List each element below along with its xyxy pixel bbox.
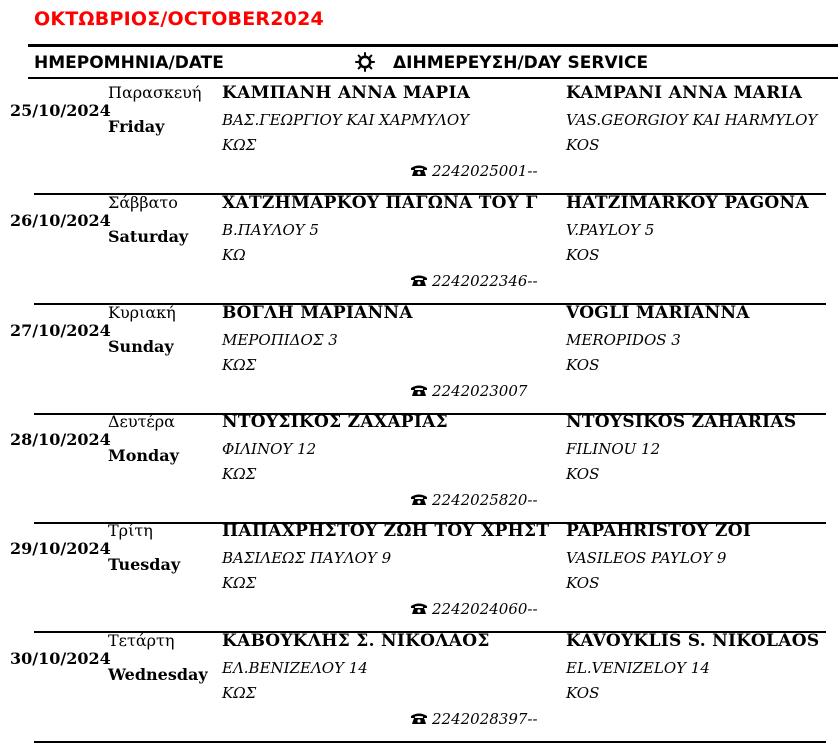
entry-day-greek: Δευτέρα [108, 412, 175, 431]
telephone-icon [410, 163, 428, 176]
pharmacy-address-greek: ΒΑΣΙΛΕΩΣ ΠΑΥΛΟΥ 9 [222, 549, 392, 567]
pharmacy-phone [410, 272, 538, 290]
pharmacy-city-english: KOS [566, 136, 600, 154]
pharmacy-phone [410, 491, 538, 509]
pharmacy-city-greek: ΚΩ [222, 246, 246, 264]
pharmacy-city-english: KOS [566, 465, 600, 483]
pharmacy-city-greek: ΚΩΣ [222, 574, 257, 592]
entry-day-english: Friday [108, 117, 165, 136]
phone-number: 2242025001-- [432, 162, 538, 180]
phone-number: 2242025820-- [432, 491, 538, 509]
sun-icon [355, 52, 375, 72]
pharmacy-name-greek: ΧΑΤΖΗΜΑΡΚΟΥ ΠΑΓΩΝΑ ΤΟΥ Γ [222, 193, 538, 213]
entry-day-greek: Τρίτη [108, 521, 153, 540]
pharmacy-city-greek: ΚΩΣ [222, 356, 257, 374]
pharmacy-city-english: KOS [566, 356, 600, 374]
telephone-icon [410, 383, 428, 396]
entry-day-greek: Παρασκευή [108, 83, 202, 102]
entry-date: 26/10/2024 [10, 211, 111, 230]
pharmacy-phone [410, 382, 527, 400]
pharmacy-city-english: KOS [566, 246, 600, 264]
pharmacy-city-english: KOS [566, 574, 600, 592]
pharmacy-address-greek: Β.ΠΑΥΛΟΥ 5 [222, 221, 319, 239]
pharmacy-address-greek: ΦΙΛΙΝΟΥ 12 [222, 440, 317, 458]
duty-entry [0, 305, 838, 415]
entry-day-greek: Τετάρτη [108, 631, 175, 650]
telephone-icon [410, 492, 428, 505]
entry-day-english: Wednesday [108, 665, 208, 684]
duty-entry [0, 195, 838, 305]
pharmacy-phone [410, 710, 538, 728]
entry-date: 30/10/2024 [10, 649, 111, 668]
entry-date: 28/10/2024 [10, 430, 111, 449]
pharmacy-address-english: EL.VENIZELOY 14 [566, 659, 710, 677]
pharmacy-address-english: VASILEOS PAYLOY 9 [566, 549, 727, 567]
phone-number: 2242022346-- [432, 272, 538, 290]
phone-number: 2242024060-- [432, 600, 538, 618]
telephone-icon [410, 711, 428, 724]
pharmacy-address-greek: ΕΛ.ΒΕΝΙΖΕΛΟΥ 14 [222, 659, 368, 677]
pharmacy-city-greek: ΚΩΣ [222, 465, 257, 483]
telephone-icon [410, 601, 428, 614]
telephone-icon [410, 273, 428, 286]
duty-entry [0, 633, 838, 743]
pharmacy-address-english: V.PAYLOY 5 [566, 221, 655, 239]
service-column-header: ΔΙΗΜΕΡΕΥΣΗ/DAY SERVICE [393, 53, 649, 73]
duty-entry [0, 414, 838, 524]
pharmacy-address-greek: ΜΕΡΟΠΙΔΟΣ 3 [222, 331, 338, 349]
pharmacy-address-english: MEROPIDOS 3 [566, 331, 681, 349]
pharmacy-name-english: KAMPANI ANNA MARIA [566, 83, 803, 103]
pharmacy-phone [410, 162, 538, 180]
pharmacy-city-english: KOS [566, 684, 600, 702]
pharmacy-city-greek: ΚΩΣ [222, 684, 257, 702]
duty-entry [0, 523, 838, 633]
phone-number: 2242028397-- [432, 710, 538, 728]
pharmacy-name-english: HATZIMARKOY PAGONA [566, 193, 809, 213]
pharmacy-address-english: FILINOU 12 [566, 440, 661, 458]
pharmacy-name-greek: ΚΑΒΟΥΚΛΗΣ Σ. ΝΙΚΟΛΑΟΣ [222, 631, 490, 651]
pharmacy-name-english: PAPAHRISTOY ZOI [566, 521, 752, 541]
pharmacy-name-greek: ΠΑΠΑΧΡΗΣΤΟΥ ΖΩΗ ΤΟΥ ΧΡΗΣΤ [222, 521, 550, 541]
phone-number: 2242023007 [432, 382, 528, 400]
entry-day-english: Monday [108, 446, 179, 465]
pharmacy-name-greek: ΚΑΜΠΑΝΗ ΑΝΝΑ ΜΑΡΙΑ [222, 83, 471, 103]
entry-day-greek: Σάββατο [108, 193, 178, 212]
pharmacy-address-greek: ΒΑΣ.ΓΕΩΡΓΙΟΥ ΚΑΙ ΧΑΡΜΥΛΟΥ [222, 111, 470, 129]
duty-entry [0, 85, 838, 195]
pharmacy-name-english: NTOYSIKOS ZAHARIAS [566, 412, 797, 432]
entry-date: 29/10/2024 [10, 539, 111, 558]
pharmacy-name-english: VOGLI MARIANNA [566, 303, 750, 323]
date-column-header: ΗΜΕΡΟΜΗΝΙΑ/DATE [34, 53, 224, 73]
pharmacy-name-english: KAVOYKLIS S. NIKOLAOS [566, 631, 820, 651]
pharmacy-name-greek: ΒΟΓΛΗ ΜΑΡΙΑΝΝΑ [222, 303, 413, 323]
pharmacy-address-english: VAS.GEORGIOY KAI HARMYLOY [566, 111, 818, 129]
pharmacy-city-greek: ΚΩΣ [222, 136, 257, 154]
header-top-rule [28, 44, 838, 47]
month-title: ΟΚΤΩΒΡΙΟΣ/OCTOBER2024 [34, 8, 324, 30]
entry-day-english: Sunday [108, 337, 174, 356]
entry-date: 25/10/2024 [10, 101, 111, 120]
entry-day-english: Saturday [108, 227, 189, 246]
entry-day-english: Tuesday [108, 555, 181, 574]
pharmacy-name-greek: ΝΤΟΥΣΙΚΟΣ ΖΑΧΑΡΙΑΣ [222, 412, 448, 432]
pharmacy-phone [410, 600, 538, 618]
entry-day-greek: Κυριακή [108, 303, 176, 322]
entry-divider [34, 741, 826, 743]
header-bottom-rule [28, 77, 838, 79]
entry-date: 27/10/2024 [10, 321, 111, 340]
